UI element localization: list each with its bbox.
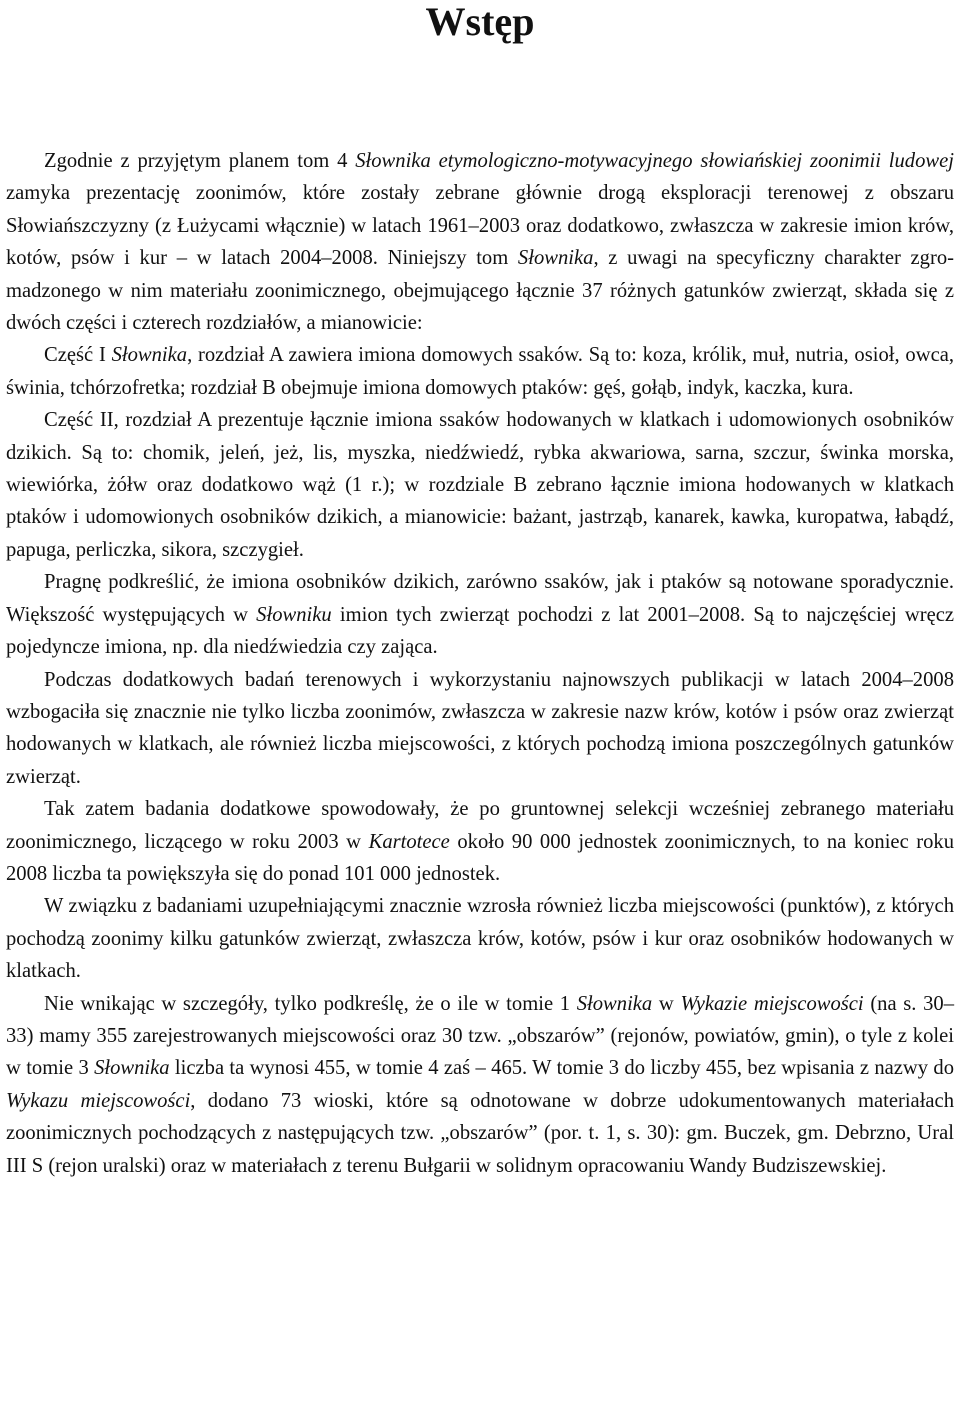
paragraph — [6, 404, 954, 566]
italic-text: Słownika — [517, 247, 594, 270]
text-run: Podczas dodatkowych badań terenowych i wykorzystaniu najnowszych publikacji w latach 2004–2008 wzbogaciła się znacznie nie tylko liczba zoonimów, zwłaszcza w zakresie nazw krów, kotów i psów oraz zwierząt hodowanych w klatkach, ale również liczba miejscowości, z których pochodzą imiona poszczególnych gatunków zwierząt. — [6, 668, 954, 788]
text-run: Tak zatem badania dodatkowe spowodowały, że po gruntownej selekcji wcześniej zebranego materiału zoonimicznego, liczącego w roku 2003 w — [6, 798, 954, 853]
text-run: , dodano 73 wioski, które są odnotowane w dobrze udokumentowanych materiałach zoonimicznych pochodzących z następujących tzw. „obszarów” (por. t. 1, s. 30): gm. Buczek, gm. Debrzno, Ural III S (rejon uralski) oraz w materiałach z terenu Bułgarii w solidnym opracowaniu Wandy Budziszewskiej. — [6, 1089, 954, 1177]
paragraph — [6, 890, 954, 987]
text-run: liczba ta wynosi 455, w tomie 4 zaś – 465. W tomie 3 do liczby 455, bez wpisania z nazwy do — [169, 1057, 954, 1080]
page-title: Wstęp — [425, 0, 535, 44]
text-run: imion tych zwierząt pochodzi z lat 2001–2008. Są to najczęściej wręcz pojedyncze imiona, np. dla niedźwiedzia czy zająca. — [6, 603, 955, 659]
paragraph — [6, 339, 954, 404]
text-run: (na s. 30–33) mamy 355 zarejestrowanych miejscowości oraz 30 tzw. „obszarów” (rejonów, powiatów, gmin), o tyle z kolei w tomie 3 — [6, 992, 955, 1080]
italic-text: Kartotece — [368, 830, 450, 853]
text-run: zamyka prezentację zoonimów, które zostały zebrane głównie drogą eksploracji terenowej z obszaru Słowiańszczyzny (z Łużycami włącznie) w latach 1961–2003 oraz dodatkowo, zwłaszcza w zakresie imion krów, kotów, psów i kur – w latach 2004–2008. Niniejszy tom — [6, 182, 954, 270]
text-run: Zgodnie z przyjętym planem tom 4 — [44, 150, 356, 172]
text-run: W związku z badaniami uzupełniającymi znacznie wzrosła również liczba miejscowości (punktów), z których pochodzą zoonimy kilku gatunków zwierząt, zwłaszcza krów, kotów, psów i kur oraz osobników hodowanych w klatkach. — [6, 895, 954, 983]
text-run: Część II, rozdział A prezentuje łącznie imiona ssaków hodowanych w klatkach i udomowionych osobników dzikich. Są to: chomik, jeleń, jeż, lis, myszka, niedźwiedź, rybka akwariowa, sarna, szczur, świnka morska, wiewiórka, żółw oraz dodatkowo wąż (1 r.); w rozdziale B zebrano łącznie imiona hodowanych w klatkach ptaków i udomowionych osobników dzikich, a mianowicie: bażant, jastrząb, kanarek, kawka, kuropatwa, łabądź, papuga, perliczka, sikora, szczygieł. — [6, 409, 954, 561]
text-run: w — [652, 992, 681, 1015]
text-run: Część I — [44, 344, 112, 367]
italic-text: Wykazie miejscowości — [680, 992, 864, 1015]
italic-text: Wykazu miejscowości — [6, 1089, 191, 1112]
paragraph — [6, 145, 954, 339]
italic-text: Słownika — [111, 344, 188, 367]
document-body — [6, 145, 954, 1182]
text-run: około 90 000 jednostek zoonimicznych, to na koniec roku 2008 liczba ta powiększyła się do ponad 101 000 jednostek. — [6, 830, 954, 885]
text-run: , rozdział A zawiera imiona domowych ssaków. Są to: koza, królik, muł, nutria, osioł, owca, świnia, tchórzofretka; rozdział B obejmuje imiona domowych ptaków: gęś, gołąb, indyk, kaczka, kura. — [6, 344, 954, 399]
paragraph — [6, 566, 954, 663]
text-run: , z uwagi na specyficzny charakter zgromadzonego w nim materiału zoonimicznego, obejmującego łącznie 37 różnych gatunków zwierząt, składa się z dwóch części i czterech rozdziałów, a mianowicie: — [6, 247, 954, 335]
paragraph — [6, 988, 954, 1182]
italic-text: Słownika — [576, 992, 653, 1015]
italic-text: Słownika — [94, 1057, 170, 1080]
italic-text: Słownika etymologiczno-motywacyjnego słowiańskiej zoonimii ludowej — [355, 150, 954, 172]
italic-text: Słowniku — [256, 603, 332, 626]
paragraph — [6, 664, 954, 794]
text-run: Pragnę podkreślić, że imiona osobników dzikich, zarówno ssaków, jak i ptaków są notowane sporadycznie. Większość występujących w — [6, 571, 954, 626]
paragraph — [6, 793, 954, 890]
text-run: Nie wnikając w szczegóły, tylko podkreślę, że o ile w tomie 1 — [44, 992, 577, 1015]
